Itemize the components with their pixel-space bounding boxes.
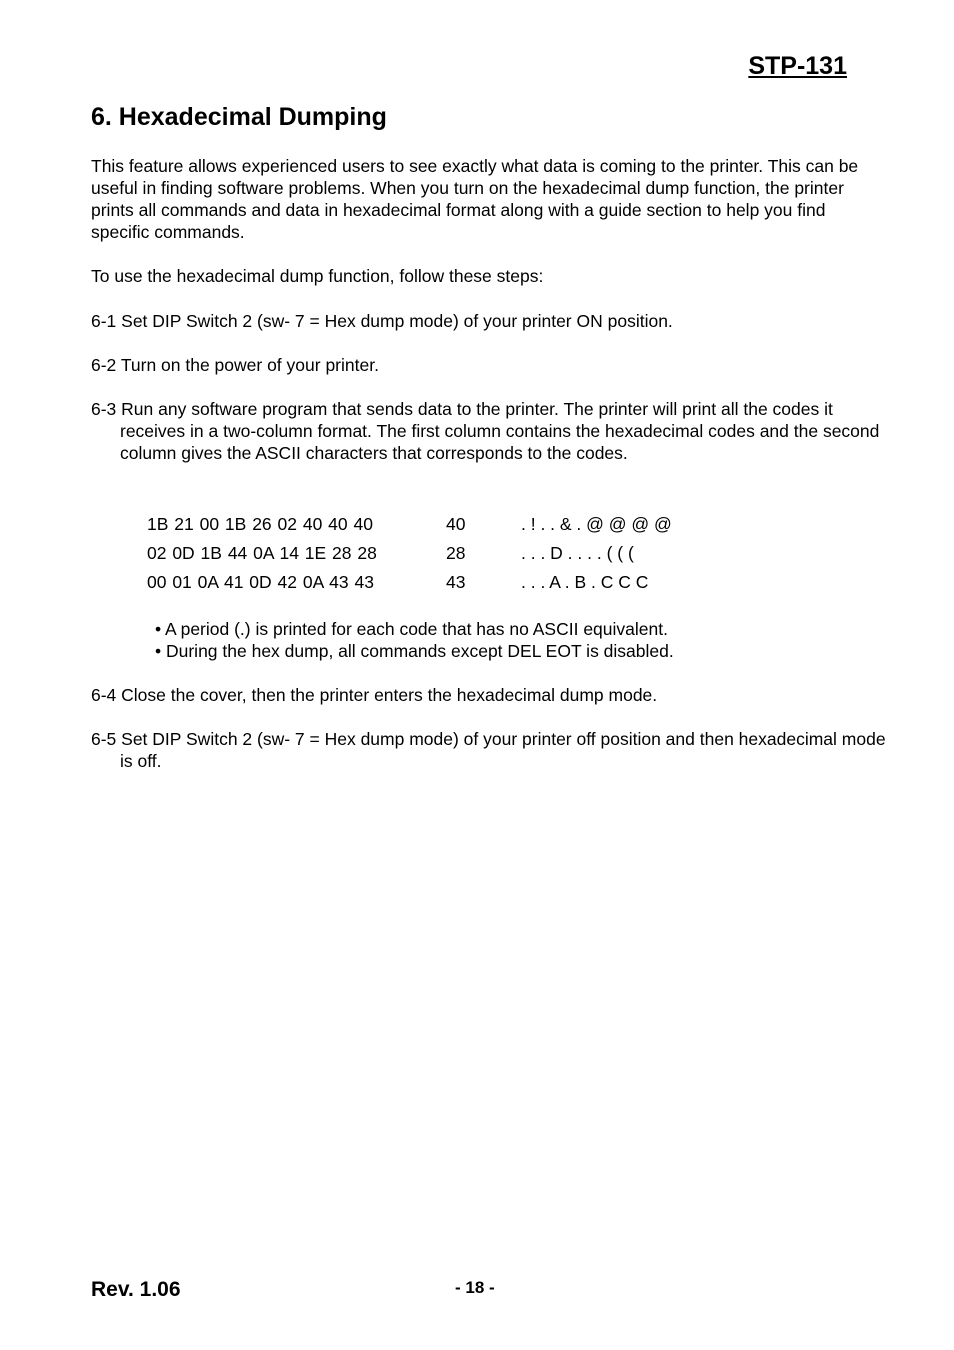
hex-dump-row — [147, 539, 747, 568]
section-title: 6. Hexadecimal Dumping — [91, 103, 387, 131]
step-6-3: 6-3 Run any software program that sends data to the printer. The printer will print all the codes it receives in a two-column format. The first column contains the hexadecimal codes and the second column gives the ASCII characters that corresponds to the codes. — [91, 399, 880, 463]
hex-code-last: 28 — [446, 543, 466, 563]
ascii-chars: . . . A . B . C C C — [521, 572, 649, 592]
step-6-5: 6-5 Set DIP Switch 2 (sw- 7 = Hex dump mode) of your printer off position and then hexadecimal mode is off. — [91, 729, 886, 771]
document-model: STP-131 — [748, 52, 847, 80]
hex-codes: 00 01 0A 41 0D 42 0A 43 43 — [147, 572, 374, 592]
hex-dump-notes — [155, 618, 674, 662]
hex-codes: 02 0D 1B 44 0A 14 1E 28 28 — [147, 543, 377, 563]
footer-page-number: - 18 - — [455, 1278, 495, 1297]
hex-dump-example — [147, 510, 747, 597]
note-item: • A period (.) is printed for each code that has no ASCII equivalent. — [155, 619, 668, 639]
footer-revision: Rev. 1.06 — [91, 1278, 181, 1301]
step-6-2: 6-2 Turn on the power of your printer. — [91, 355, 379, 375]
hex-code-last: 43 — [446, 572, 466, 592]
ascii-chars: . . . D . . . . ( ( ( — [521, 543, 634, 563]
hex-dump-row — [147, 510, 747, 539]
hex-dump-row — [147, 568, 747, 597]
hex-code-last: 40 — [446, 514, 466, 534]
hex-codes: 1B 21 00 1B 26 02 40 40 40 — [147, 514, 373, 534]
step-6-4: 6-4 Close the cover, then the printer enters the hexadecimal dump mode. — [91, 685, 658, 705]
intro-steps-lead: To use the hexadecimal dump function, follow these steps: — [91, 266, 544, 286]
ascii-chars: . ! . . & . @ @ @ @ — [521, 514, 672, 534]
step-6-1: 6-1 Set DIP Switch 2 (sw- 7 = Hex dump mode) of your printer ON position. — [91, 311, 673, 331]
intro-paragraph: This feature allows experienced users to see exactly what data is coming to the printer. This can be useful in finding software problems. When you turn on the hexadecimal dump function, the printer prints all commands and data in hexadecimal format along with a guide section to help you find specific commands. — [91, 156, 859, 242]
note-item: • During the hex dump, all commands except DEL EOT is disabled. — [155, 641, 674, 661]
